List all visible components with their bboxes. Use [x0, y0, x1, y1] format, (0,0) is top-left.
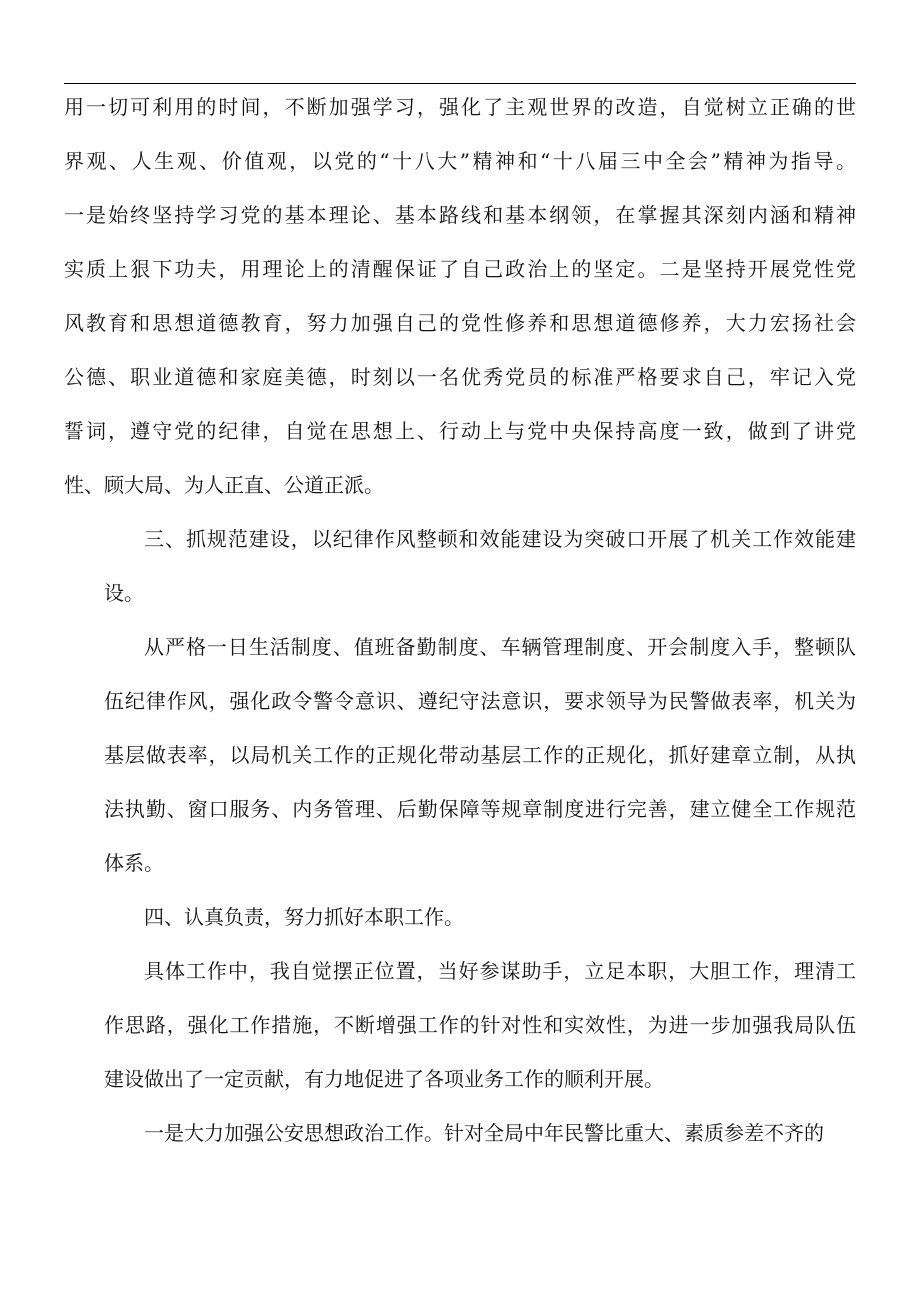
text-line: 基层做表率，以局机关工作的正规化带动基层工作的正规化，抓好建章立制，从执 [104, 743, 856, 767]
text-line: 用一切可利用的时间，不断加强学习，强化了主观世界的改造，自觉树立正确的世 [64, 95, 856, 119]
text-line: 伍纪律作风，强化政令警令意识、遵纪守法意识，要求领导为民警做表率，机关为 [104, 689, 856, 713]
text-line: 风教育和思想道德教育，努力加强自己的党性修养和思想道德修养，大力宏扬社会 [64, 311, 856, 335]
text-line: 三、抓规范建设，以纪律作风整顿和效能建设为突破口开展了机关工作效能建 [144, 527, 856, 551]
text-line: 一是始终坚持学习党的基本理论、基本路线和基本纲领，在掌握其深刻内涵和精神 [64, 203, 856, 227]
text-line: 具体工作中，我自觉摆正位置，当好参谋助手，立足本职，大胆工作，理清工 [144, 959, 856, 983]
text-line: 实质上狠下功夫，用理论上的清醒保证了自己政治上的坚定。二是坚持开展党性党 [64, 257, 856, 281]
text-line: 四、认真负责，努力抓好本职工作。 [144, 905, 464, 929]
paragraph [64, 944, 864, 1106]
text-line: 誓词，遵守党的纪律，自觉在思想上、行动上与党中央保持高度一致，做到了讲党 [64, 419, 856, 443]
paragraph [64, 890, 864, 944]
paragraph [64, 80, 864, 512]
text-line: 设。 [104, 581, 144, 605]
text-line: 作思路，强化工作措施，不断增强工作的针对性和实效性，为进一步加强我局队伍 [104, 1013, 856, 1037]
document-body [64, 80, 864, 1160]
text-line: 体系。 [104, 851, 164, 875]
text-line: 一是大力加强公安思想政治工作。针对全局中年民警比重大、素质参差不齐的 [144, 1121, 824, 1145]
text-line: 性、顾大局、为人正直、公道正派。 [64, 473, 384, 497]
text-line: 建设做出了一定贡献，有力地促进了各项业务工作的顺利开展。 [104, 1067, 664, 1091]
paragraph [64, 620, 864, 890]
paragraph [64, 1106, 864, 1160]
text-line: 界观、人生观、价值观，以党的“十八大”精神和“十八届三中全会”精神为指导。 [64, 149, 856, 173]
text-line: 从严格一日生活制度、值班备勤制度、车辆管理制度、开会制度入手，整顿队 [144, 635, 856, 659]
text-line: 法执勤、窗口服务、内务管理、后勤保障等规章制度进行完善，建立健全工作规范 [104, 797, 856, 821]
text-line: 公德、职业道德和家庭美德，时刻以一名优秀党员的标准严格要求自己，牢记入党 [64, 365, 856, 389]
paragraph [64, 512, 864, 620]
